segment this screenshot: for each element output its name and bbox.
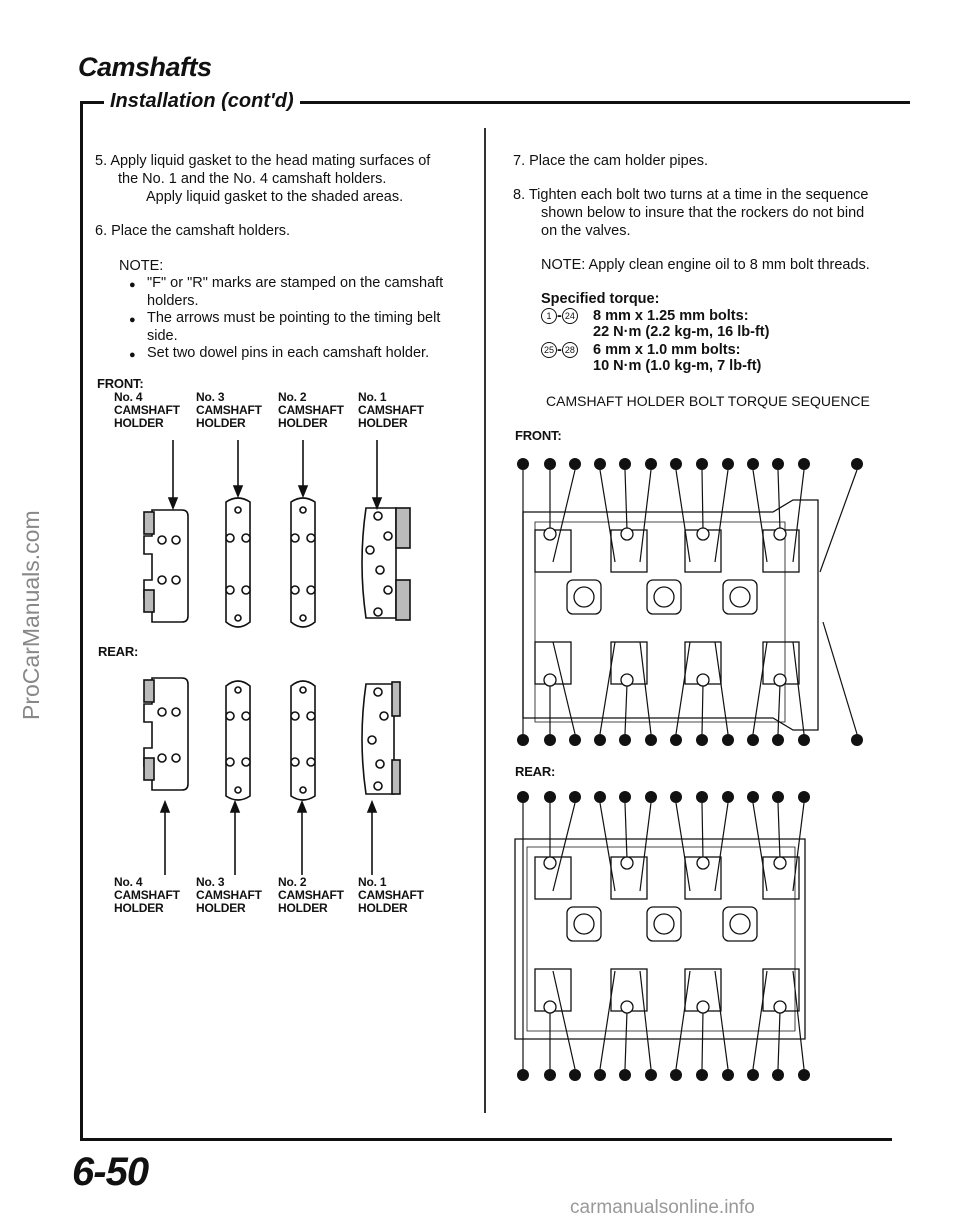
- left-rear-label: REAR:: [98, 644, 139, 659]
- rear-holder-label-no2: No. 2 CAMSHAFT HOLDER: [278, 875, 344, 915]
- step-8-line-3: on the valves.: [541, 223, 631, 239]
- note-item-1-line-1: ● "F" or "R" marks are stamped on the camshaft: [147, 274, 443, 292]
- torque-range-1: 1 - 24: [541, 307, 578, 325]
- step-8-line-1: 8. Tighten each bolt two turns at a time in the sequence: [513, 187, 869, 203]
- front-torque-sequence-diagram: [505, 452, 875, 752]
- right-front-label: FRONT:: [515, 428, 562, 443]
- page-number: 6-50: [72, 1150, 149, 1194]
- front-holder-label-no4: No. 4 CAMSHAFT HOLDER: [114, 390, 180, 430]
- front-holder-label-no1: No. 1 CAMSHAFT HOLDER: [358, 390, 424, 430]
- front-holder-label-no3: No. 3 CAMSHAFT HOLDER: [196, 390, 262, 430]
- column-divider: [484, 128, 486, 1113]
- step-8-line-2: shown below to insure that the rockers do not bind: [541, 205, 865, 221]
- note-label: NOTE:: [119, 258, 164, 274]
- rear-torque-sequence-diagram: [505, 787, 825, 1087]
- torque-1-value: 22 N·m (2.2 kg-m, 16 lb-ft): [593, 324, 770, 340]
- note-item-1-line-2: holders.: [147, 293, 199, 309]
- footer-rule: [80, 1138, 892, 1141]
- step-5-line-3: Apply liquid gasket to the shaded areas.: [146, 189, 404, 205]
- right-rear-label: REAR:: [515, 764, 556, 779]
- torque-2-value: 10 N·m (1.0 kg-m, 7 lb-ft): [593, 358, 762, 374]
- step-5-line-1: 5. Apply liquid gasket to the head mating surfaces of: [95, 153, 431, 169]
- left-front-label: FRONT:: [97, 376, 144, 391]
- torque-range-2: 25 - 28: [541, 341, 578, 359]
- side-watermark: ProCarManuals.com: [18, 510, 44, 720]
- torque-2-bolt-label: 6 mm x 1.0 mm bolts:: [593, 342, 741, 358]
- bottom-watermark: carmanualsonline.info: [570, 1197, 755, 1218]
- oil-note: NOTE: Apply clean engine oil to 8 mm bolt threads.: [541, 257, 870, 273]
- step-7: 7. Place the cam holder pipes.: [513, 153, 709, 169]
- rear-holder-label-no4: No. 4 CAMSHAFT HOLDER: [114, 875, 180, 915]
- step-6: 6. Place the camshaft holders.: [95, 223, 291, 239]
- page-title: Camshafts: [78, 52, 212, 82]
- rear-holder-label-no3: No. 3 CAMSHAFT HOLDER: [196, 875, 262, 915]
- front-holder-label-no2: No. 2 CAMSHAFT HOLDER: [278, 390, 344, 430]
- section-subtitle: Installation (cont'd): [104, 90, 300, 113]
- rear-holder-label-no1: No. 1 CAMSHAFT HOLDER: [358, 875, 424, 915]
- note-item-2-line-1: ● The arrows must be pointing to the timing belt: [147, 309, 440, 327]
- step-5-line-2: the No. 1 and the No. 4 camshaft holders.: [118, 171, 387, 187]
- diagram-caption: CAMSHAFT HOLDER BOLT TORQUE SEQUENCE: [546, 393, 870, 409]
- torque-1-bolt-label: 8 mm x 1.25 mm bolts:: [593, 308, 749, 324]
- left-border-rule: [80, 101, 83, 1141]
- torque-heading: Specified torque:: [541, 291, 660, 307]
- note-item-3: ● Set two dowel pins in each camshaft holder.: [147, 344, 429, 362]
- camshaft-holders-illustration: [130, 430, 430, 875]
- note-item-2-line-2: side.: [147, 328, 178, 344]
